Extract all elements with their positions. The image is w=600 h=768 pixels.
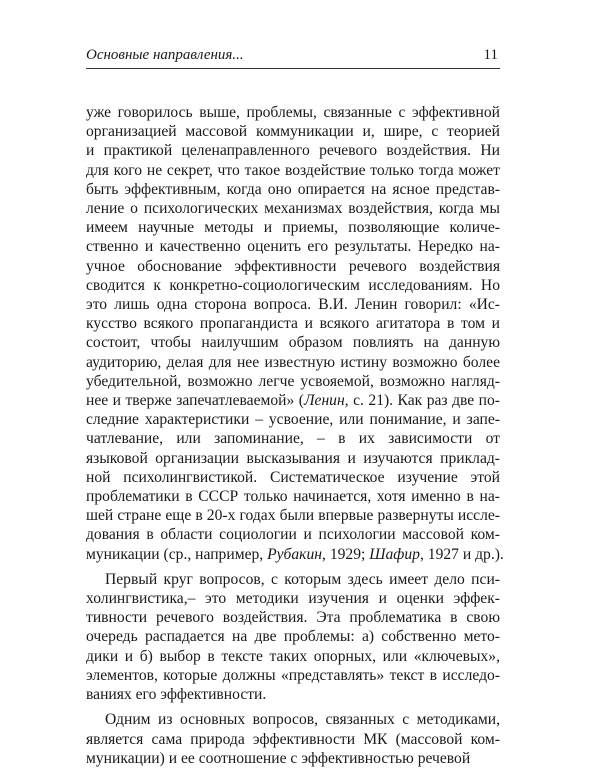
text-run: состоит, чтобы наилучшим образом повлиять на данную [86, 334, 500, 352]
text-run: элементов, которые должны «представлять» текст в исследо- [86, 666, 500, 684]
text-run: дики и б) выбор в тексте таких опорных, или «ключевых», [86, 647, 500, 665]
text-run: учное обоснование эффективности речевого воздействия [86, 257, 500, 275]
text-run: очередь распадается на две проблемы: а) собственно мето- [86, 628, 500, 646]
text-run: холингвистика,– это методики изучения и оценки эффек- [86, 590, 500, 608]
text-line [86, 237, 500, 256]
text-line [86, 333, 500, 352]
text-line [86, 295, 500, 314]
text-run: муникации) и ее соотношение с эффективностью речевой [86, 749, 471, 767]
text-run: для кого не секрет, что такое воздействие только тогда может [86, 161, 500, 179]
text-run: , 1929; [322, 545, 370, 563]
text-run: тивности речевого воздействия. Эта проблематика в свою [86, 609, 500, 627]
text-run: аудиторию, делая для нее известную истину возможно более [86, 353, 500, 371]
text-run: языковой организации высказывания и изучаются приклад- [86, 449, 500, 467]
text-run: кусство всякого пропагандиста и всякого агитатора в том и [86, 315, 500, 333]
paragraph [86, 710, 500, 768]
text-run: проблематики в СССР только начинается, хотя именно в на- [86, 488, 500, 506]
text-line [86, 468, 500, 487]
text-run: это лишь одна сторона вопроса. В.И. Ленин говорил: «Ис- [86, 296, 500, 314]
text-run: уже говорилось выше, проблемы, связанные с эффективной [86, 104, 500, 121]
text-line [86, 276, 500, 295]
text-line [86, 506, 500, 525]
italic-citation: Ленин [303, 392, 345, 410]
text-run: следние характеристики – усвоение, или понимание, и запе- [86, 411, 500, 429]
text-line [86, 122, 500, 141]
text-line [86, 545, 504, 564]
text-line [86, 666, 500, 685]
body-text [86, 103, 504, 768]
text-line [86, 730, 500, 749]
text-run: является сама природа эффективности МК (массовой ком- [86, 730, 500, 748]
text-run: чатлевание, или запоминание, – в их зависимости от [86, 430, 500, 448]
paragraph [86, 103, 504, 564]
text-line [86, 749, 500, 768]
running-header [86, 42, 500, 69]
text-line [86, 372, 500, 391]
text-run: ваниях его эффективности. [86, 686, 267, 704]
text-line [86, 449, 500, 468]
text-line [86, 589, 500, 608]
text-line [86, 314, 500, 333]
text-run: Одним из основных вопросов, связанных с методиками, [105, 711, 500, 729]
text-line [86, 429, 500, 448]
text-run: дования в области социологии и психологии массовой ком- [86, 526, 500, 544]
text-line [86, 608, 500, 627]
text-line [86, 161, 500, 180]
text-line [86, 647, 500, 666]
text-line [86, 525, 500, 544]
text-line [86, 199, 500, 218]
text-run: убедительной, возможно легче усвояемой, возможно нагляд- [86, 372, 500, 390]
text-run: ление о психологических механизмах воздействия, когда мы [86, 200, 500, 218]
text-line [86, 257, 500, 276]
text-run: сводится к конкретно-социологическим исследованиям. Но [86, 276, 500, 294]
text-run: Первый круг вопросов, с которым здесь имеет дело пси- [105, 570, 500, 588]
paragraph [86, 570, 500, 704]
book-page [86, 42, 504, 768]
text-run: быть эффективным, когда оно опирается на ясное представ- [86, 180, 500, 198]
text-line [86, 218, 500, 237]
text-line [86, 103, 500, 122]
text-run: и практикой целенаправленного речевого воздействия. Ни [86, 142, 500, 160]
page-number: 11 [483, 47, 498, 63]
text-run: , 1927 и др.). [419, 545, 504, 563]
text-run: муникации (ср., например, [86, 545, 268, 563]
text-line [86, 487, 500, 506]
running-title: Основные направления... [86, 47, 244, 63]
text-run: организацией массовой коммуникации и, шире, с теорией [86, 123, 500, 141]
text-line [86, 710, 500, 729]
text-run: имеем научные методы и приемы, позволяющие количе- [86, 219, 500, 237]
text-run: , с. 21). Как раз две по- [344, 392, 501, 410]
text-line [86, 141, 500, 160]
text-line [86, 180, 500, 199]
text-run: ственно и качественно оценить его результаты. Нередко на- [86, 238, 500, 256]
italic-citation: Рубакин [267, 545, 323, 563]
text-line [86, 391, 500, 410]
text-line [86, 410, 500, 429]
text-line [86, 685, 500, 704]
text-run: шей стране еще в 20-х годах были впервые развернуты иссле- [86, 507, 500, 525]
text-line [86, 570, 500, 589]
text-run: нее и тверже запечатлеваемой» ( [86, 392, 304, 410]
italic-citation: Шафир [369, 545, 420, 563]
text-run: ной психолингвистикой. Систематическое изучение этой [86, 468, 500, 486]
text-line [86, 627, 500, 646]
text-line [86, 353, 500, 372]
